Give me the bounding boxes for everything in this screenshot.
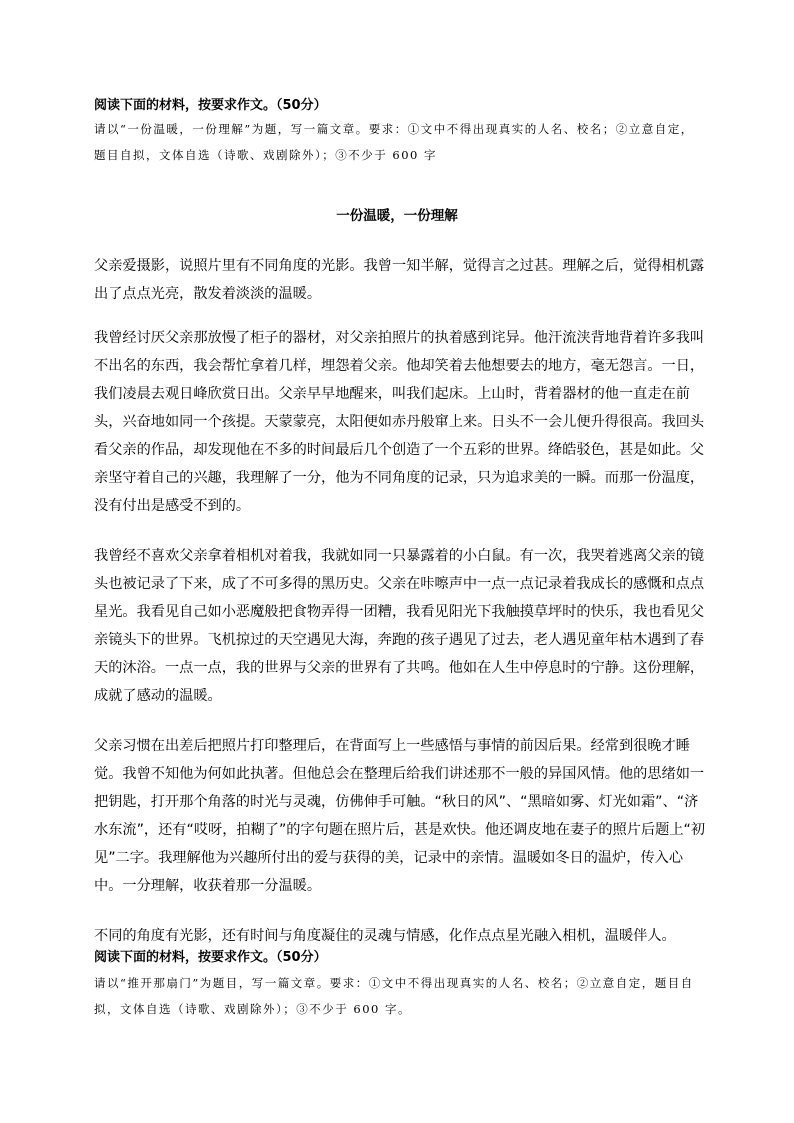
task2-prompt: 请以“推开那扇门”为题目，写一篇文章。要求：①文中不得出现真实的人名、校名；②立意自定，题目自拟，文体自选（诗歌、戏剧除外）；③不少于 600 字。 [94,976,694,1016]
essay-paragraph-1: 父亲爱摄影，说照片里有不同角度的光影。我曾一知半解，觉得言之过甚。理解之后，觉得相机露出了点点光亮，散发着淡淡的温暖。 [94,258,705,302]
essay-paragraph-5: 不同的角度有光影，还有时间与角度凝住的灵魂与情感，化作点点星光融入相机，温暖伴人。 [94,928,676,944]
essay-title: 一份温暖，一份理解 [336,208,458,224]
task1-title: 阅读下面的材料，按要求作文。（50分） [94,98,327,113]
task1-prompt: 请以“一份温暖，一份理解”为题，写一篇文章。要求：①文中不得出现真实的人名、校名；②立意自定，题目自拟，文体自选（诗歌、戏剧除外）；③不少于 600 字 [94,122,694,162]
task2-title: 阅读下面的材料，按要求作文。（50分） [94,950,327,965]
essay-paragraph-4: 父亲习惯在出差后把照片打印整理后，在背面写上一些感悟与事情的前因后果。经常到很晚才睡觉。我曾不知他为何如此执著。但他总会在整理后给我们讲述那不一般的异国风情。他的思绪如一把钥匙，打开那个角落的时光与灵魂，仿佛伸手可触。“秋日的风”、“黑暗如雾、灯光如霜”、“济水东流”，还有“哎呀，拍糊了”的字句题在照片后，甚是欢快。他还调皮地在妻子的照片后题上“初见”二字。我理解他为兴趣所付出的爱与获得的美，记录中的亲情。温暖如冬日的温炉，传入心中。一分理解，收获着那一分温暖。 [94,738,706,894]
essay-paragraph-2: 我曾经讨厌父亲那放慢了柜子的器材，对父亲拍照片的执着感到诧异。他汗流浃背地背着许多我叫不出名的东西，我会帮忙拿着几样，埋怨着父亲。他却笑着去他想要去的地方，毫无怨言。一日，我们凌晨去观日峰欣赏日出。父亲早早地醒来，叫我们起床。上山时，背着器材的他一直走在前头，兴奋地如同一个孩提。天蒙蒙亮，太阳便如赤丹般窜上来。日头不一会儿便升得很高。我回头看父亲的作品，却发现他在不多的时间最后几个创造了一个五彩的世界。绛皓驳色，甚是如此。父亲坚守着自己的兴趣，我理解了一分，他为不同角度的记录，只为追求美的一瞬。而那一份温度，没有付出是感受不到的。 [94,330,705,514]
essay-paragraph-3: 我曾经不喜欢父亲拿着相机对着我，我就如同一只暴露着的小白鼠。有一次，我哭着逃离父亲的镜头也被记录了下来，成了不可多得的黑历史。父亲在咔嚓声中一点一点记录着我成长的感慨和点点星光。我看见自己如小恶魔般把食物弄得一团糟，我看见阳光下我触摸草坪时的快乐，我也看见父亲镜头下的世界。飞机掠过的天空遇见大海，奔跑的孩子遇见了过去，老人遇见童年枯木遇到了春天的沐浴。一点一点，我的世界与父亲的世界有了共鸣。他如在人生中停息时的宁静。这份理解，成就了感动的温暖。 [94,548,705,704]
